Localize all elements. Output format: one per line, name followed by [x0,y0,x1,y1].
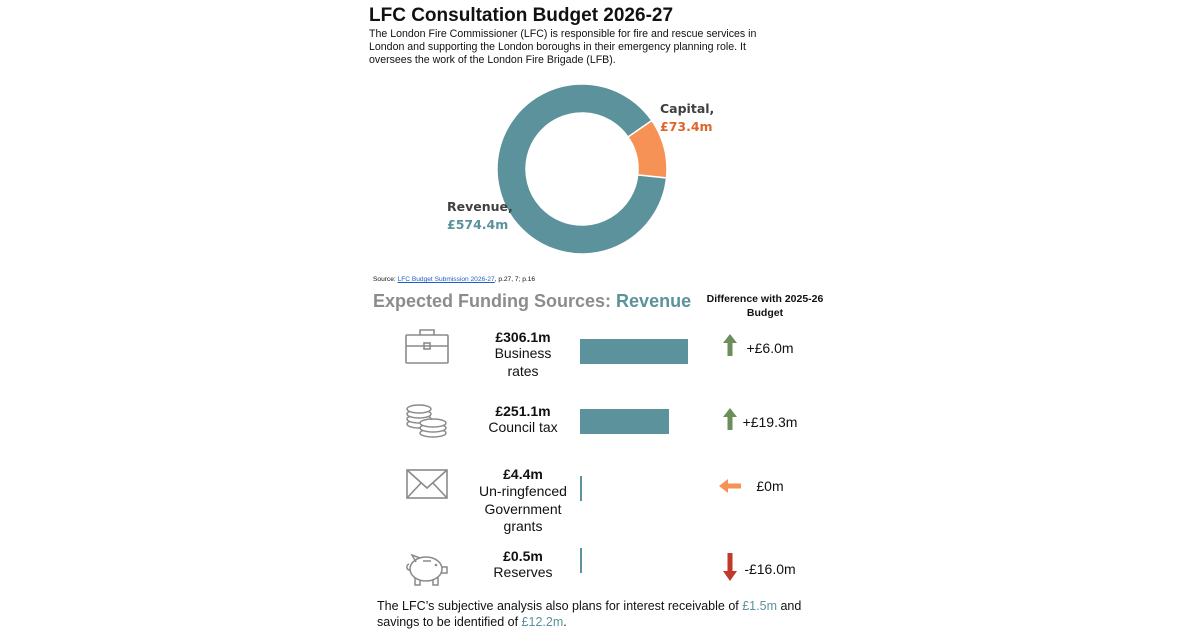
footnote [377,598,837,630]
source-link[interactable]: LFC Budget Submission 2026-27 [397,276,495,283]
interest-receivable-value: £1.5m [742,599,777,613]
footnote-text: The LFC’s subjective analysis also plans for interest receivable of [377,599,743,613]
bar-business-rates [580,339,688,364]
source-suffix: , p.27, 7; p.16 [494,276,536,283]
revenue-label [447,198,513,234]
piggy-bank-icon [403,548,451,588]
amount-council-tax: £251.1m [495,403,551,419]
label-line: Un-ringfenced [479,483,567,499]
funding-heading [373,291,691,312]
label-line: rates [507,362,539,379]
capital-label [660,100,714,136]
difference-heading: Difference with 2025-26 Budget [706,293,824,319]
amount-business-rates: £306.1m [495,329,551,345]
label-line: Council tax [488,419,558,435]
label-line: Reserves [493,564,553,580]
diff-council-tax: +£19.3m [742,414,798,430]
savings-value: £12.2m [521,615,564,629]
label-line: grants [503,518,543,534]
bar-government-grants [580,476,582,501]
envelope-icon [403,466,451,506]
label-government-grants [465,483,581,536]
briefcase-icon [403,327,451,367]
footnote-text: and savings to be identified of [377,599,802,629]
revenue-label-name: Revenue, [447,199,513,214]
source-note [373,276,535,283]
label-business-rates [465,345,581,380]
funding-heading-prefix: Expected Funding Sources: [373,291,617,311]
diff-government-grants: £0m [756,478,784,494]
capital-label-name: Capital, [660,101,715,116]
label-reserves [465,564,581,582]
bar-council-tax [580,409,669,434]
amount-reserves: £0.5m [503,548,543,564]
budget-donut-chart [440,78,690,278]
funding-heading-highlight: Revenue [616,291,692,311]
revenue-label-value: £574.4m [447,217,509,232]
coins-icon [403,400,451,440]
label-line: Business [494,345,552,361]
bar-reserves [580,548,582,573]
diff-business-rates: +£6.0m [746,340,794,356]
label-council-tax [465,419,581,437]
diff-reserves: -£16.0m [744,561,796,577]
capital-label-value: £73.4m [660,119,713,134]
amount-government-grants: £4.4m [503,466,543,482]
footnote-text: . [563,615,567,629]
intro-text: The London Fire Commissioner (LFC) is responsible for fire and rescue services in London and supporting the London boroughs in their emergency planning role. It oversees the work of the London Fire Brigade (LFB). [369,28,757,66]
label-line: Government [484,500,562,517]
source-prefix: Source: [373,276,398,283]
page-title: LFC Consultation Budget 2026-27 [369,5,674,26]
